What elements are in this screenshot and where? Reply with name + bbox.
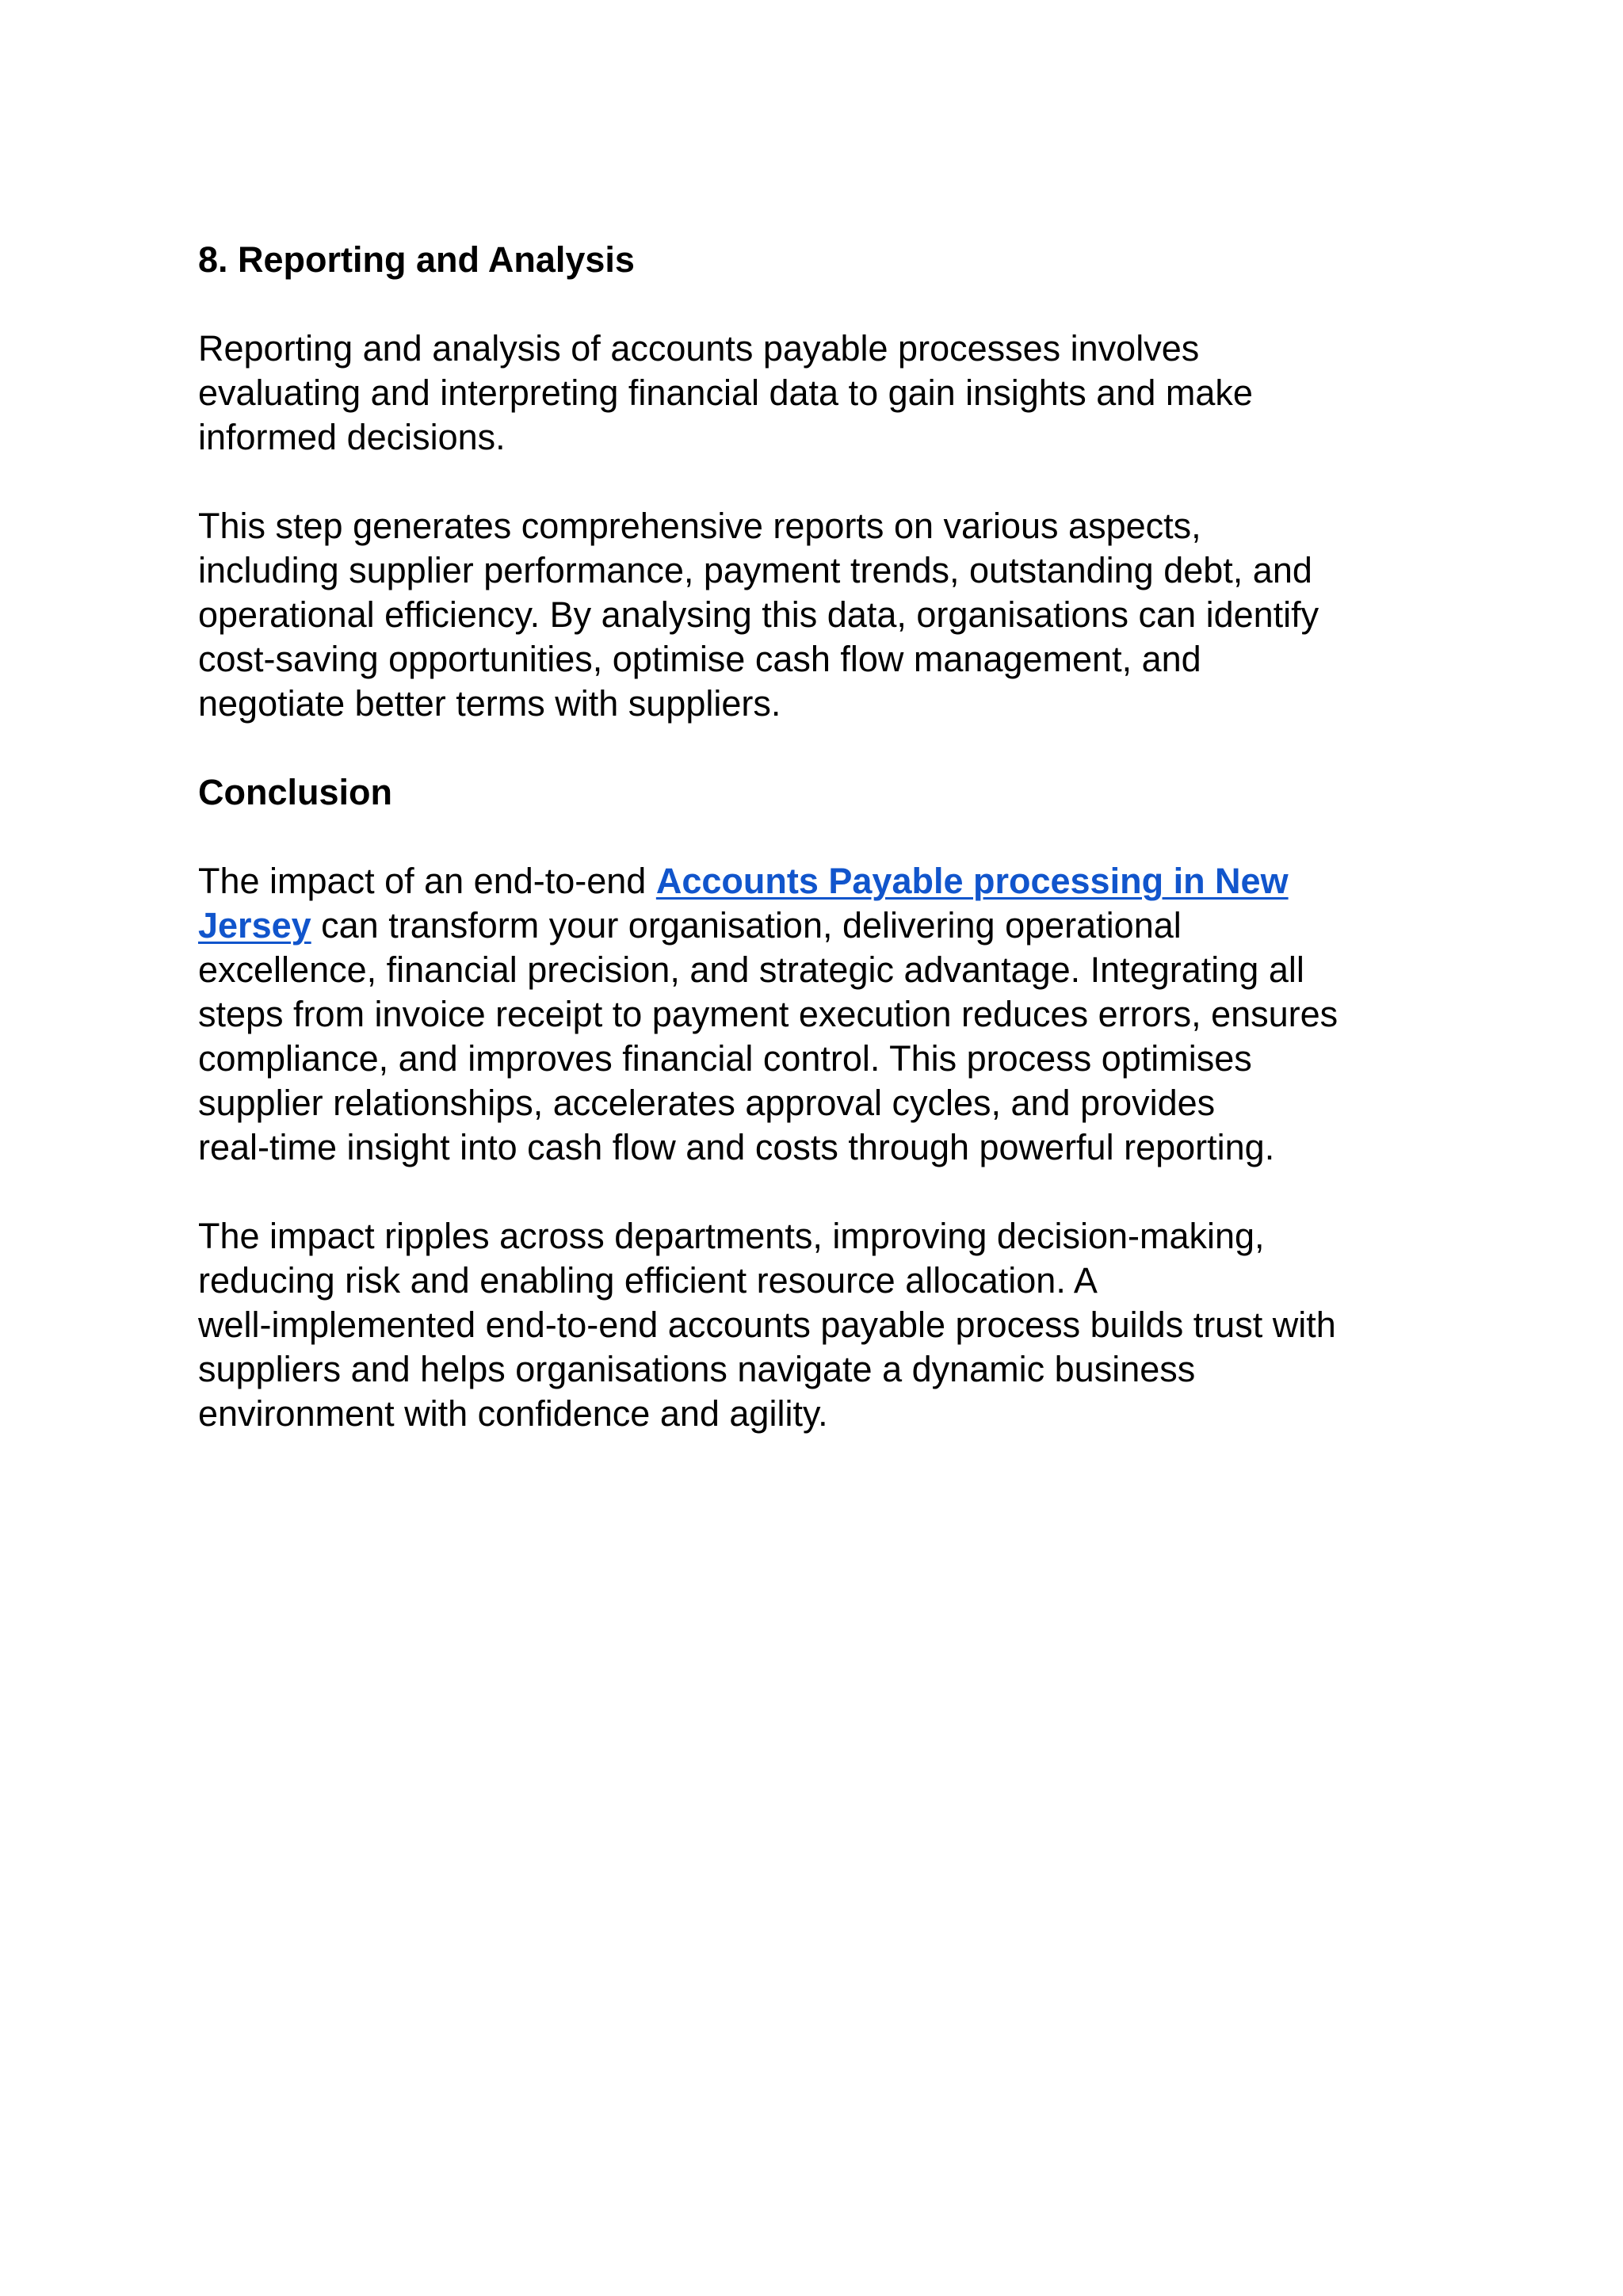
text-line: steps from invoice receipt to payment execution reduces errors, ensures bbox=[198, 994, 1338, 1034]
text-line: suppliers and helps organisations navigate a dynamic business bbox=[198, 1349, 1196, 1389]
section-heading-conclusion: Conclusion bbox=[198, 772, 392, 812]
text-line: negotiate better terms with suppliers. bbox=[198, 683, 781, 724]
text-line: operational efficiency. By analysing this data, organisations can identify bbox=[198, 594, 1319, 635]
conclusion-paragraph-2 bbox=[198, 1214, 1466, 1436]
text-line: well-implemented end-to-end accounts payable process builds trust with bbox=[198, 1305, 1336, 1345]
document-page bbox=[198, 238, 1466, 1436]
reporting-paragraph-2 bbox=[198, 504, 1466, 726]
text-line: environment with confidence and agility. bbox=[198, 1393, 828, 1434]
text-segment: The impact of an end-to-end bbox=[198, 861, 656, 901]
text-segment: can transform your organisation, delivering operational bbox=[311, 905, 1182, 946]
text-line: This step generates comprehensive reports on various aspects, bbox=[198, 506, 1201, 546]
text-line: The impact ripples across departments, improving decision-making, bbox=[198, 1216, 1265, 1256]
reporting-paragraph-1 bbox=[198, 327, 1466, 460]
conclusion-paragraph-1 bbox=[198, 859, 1466, 1170]
text-line: including supplier performance, payment trends, outstanding debt, and bbox=[198, 550, 1312, 590]
text-line: supplier relationships, accelerates approval cycles, and provides bbox=[198, 1083, 1216, 1123]
accounts-payable-link-part-1[interactable]: Accounts Payable processing in New bbox=[655, 861, 1289, 901]
text-line: compliance, and improves financial control. This process optimises bbox=[198, 1038, 1252, 1079]
text-line: informed decisions. bbox=[198, 417, 506, 457]
text-line: reducing risk and enabling efficient resource allocation. A bbox=[198, 1260, 1098, 1301]
text-line bbox=[198, 904, 1466, 948]
text-line: evaluating and interpreting financial data to gain insights and make bbox=[198, 372, 1253, 413]
text-line: Reporting and analysis of accounts payable processes involves bbox=[198, 328, 1200, 369]
accounts-payable-link-part-2[interactable]: Jersey bbox=[198, 905, 311, 946]
text-line: excellence, financial precision, and strategic advantage. Integrating all bbox=[198, 949, 1304, 990]
text-line bbox=[198, 859, 1466, 904]
text-line: cost-saving opportunities, optimise cash flow management, and bbox=[198, 639, 1201, 679]
section-heading-reporting: 8. Reporting and Analysis bbox=[198, 239, 635, 280]
text-line: real-time insight into cash flow and costs through powerful reporting. bbox=[198, 1127, 1275, 1167]
